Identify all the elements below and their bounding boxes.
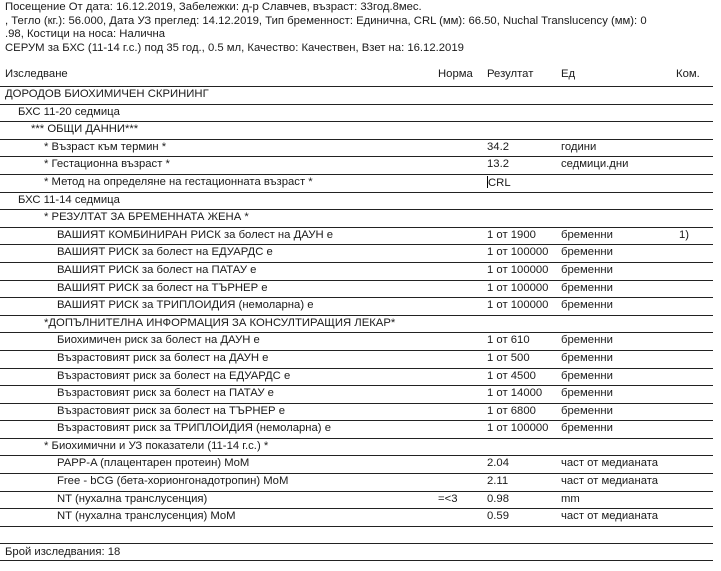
table-row[interactable] [0, 369, 713, 387]
row-unit: бременни [561, 387, 613, 400]
table-row[interactable] [0, 245, 713, 263]
row-test-name: Възрастовият риск за болест на ТЪРНЕР е [57, 404, 286, 417]
row-test-name: БХС 11-20 седмица [18, 105, 120, 118]
row-test-name: ВАШИЯТ РИСК за болест на ТЪРНЕР е [57, 281, 268, 294]
row-result: 2.04 [487, 457, 509, 470]
row-test-name: ВАШИЯТ РИСК за болест на ПАТАУ е [57, 263, 257, 276]
table-row[interactable] [0, 228, 713, 246]
header-line-visit: Посещение От дата: 16.12.2019, Забележки: д-р Славчев, възраст: 33год.8мес. [5, 1, 422, 13]
col-result: Резултат [487, 68, 534, 80]
results-table [0, 87, 713, 527]
table-row[interactable] [0, 386, 713, 404]
row-test-name: * РЕЗУЛТАТ ЗА БРЕМЕННАТА ЖЕНА * [44, 211, 249, 224]
table-row[interactable] [0, 157, 713, 175]
row-unit: част от медианата [561, 457, 659, 470]
row-test-name: Възрастовият риск за ТРИПЛОИДИЯ (немоларна) е [57, 422, 331, 435]
test-count: Брой изследвания: 18 [5, 546, 121, 558]
row-result: 34.2 [487, 140, 509, 153]
row-unit: седмици.дни [561, 158, 629, 171]
row-test-name: *ДОПЪЛНИТЕЛНА ИНФОРМАЦИЯ ЗА КОНСУЛТИРАЩИЯ ЛЕКАР* [44, 316, 396, 329]
row-unit: бременни [561, 228, 613, 241]
row-result: 1 от 1900 [487, 228, 536, 241]
row-result: 1 от 100000 [487, 422, 549, 435]
row-result: 0.59 [487, 510, 509, 523]
visit-header [5, 1, 647, 55]
row-test-name: ДОРОДОВ БИОХИМИЧЕН СКРИНИНГ [5, 88, 209, 100]
table-row[interactable] [0, 281, 713, 299]
table-row[interactable] [0, 175, 713, 193]
table-row[interactable] [0, 404, 713, 422]
row-result: 1 от 610 [487, 334, 530, 347]
table-row[interactable] [0, 351, 713, 369]
row-result: 0.98 [487, 492, 509, 505]
row-test-name: NT (нухална транслусенция) [57, 492, 208, 505]
row-unit: бременни [561, 334, 613, 347]
row-test-name: * Гестационна възраст * [44, 158, 170, 171]
row-result: 1 от 14000 [487, 387, 543, 400]
col-norm: Норма [438, 68, 473, 80]
row-unit: част от медианата [561, 475, 659, 488]
table-row[interactable] [0, 193, 713, 211]
row-test-name: PAPP-A (плацентарен протеин) MoM [57, 457, 250, 470]
table-row[interactable] [0, 122, 713, 140]
row-result-text[interactable]: CRL [488, 176, 511, 189]
row-result: 1 от 100000 [487, 246, 549, 259]
table-row[interactable] [0, 316, 713, 334]
row-unit: бременни [561, 299, 613, 312]
table-row[interactable] [0, 298, 713, 316]
table-row[interactable] [0, 492, 713, 510]
table-row[interactable] [0, 474, 713, 492]
row-unit: бременни [561, 369, 613, 382]
row-result: 1 от 100000 [487, 263, 549, 276]
row-norm: =<3 [438, 492, 458, 505]
footer [0, 543, 713, 561]
row-unit: част от медианата [561, 510, 659, 523]
header-line-serum: СЕРУМ за БХС (11-14 г.с.) под 35 год., 0.5 мл, Качество: Качествен, Взет на: 16.12.2019 [5, 41, 464, 54]
row-result: 2.11 [487, 475, 509, 488]
row-unit: години [561, 140, 597, 153]
table-header [0, 67, 713, 87]
row-result: 1 от 100000 [487, 299, 549, 312]
table-row[interactable] [0, 439, 713, 457]
table-row[interactable] [0, 140, 713, 158]
row-unit: бременни [561, 404, 613, 417]
row-test-name: Възрастовият риск за болест на ПАТАУ е [57, 387, 274, 400]
row-unit: бременни [561, 246, 613, 259]
row-test-name: Биохимичен риск за болест на ДАУН е [57, 334, 260, 347]
row-test-name: ВАШИЯТ КОМБИНИРАН РИСК за болест на ДАУН е [57, 228, 334, 241]
row-result: 13.2 [487, 158, 509, 171]
row-unit: бременни [561, 351, 613, 364]
row-test-name: Възрастовият риск за болест на ЕДУАРДС е [57, 369, 291, 382]
row-unit: бременни [561, 281, 613, 294]
col-comment: Ком. [676, 68, 700, 80]
header-line-nasal-bone: .98, Костици на носа: Налична [5, 28, 166, 41]
row-test-name: * Възраст към термин * [44, 140, 167, 153]
row-test-name: Free - bCG (бета-хорионгонадотропин) MoM [57, 475, 289, 488]
row-result: 1 от 4500 [487, 369, 536, 382]
table-row[interactable] [0, 333, 713, 351]
row-test-name: Възрастовият риск за болест на ДАУН е [57, 351, 269, 364]
table-row[interactable] [0, 87, 713, 105]
row-test-name: NT (нухална транслусенция) MoM [57, 510, 236, 523]
table-row[interactable] [0, 509, 713, 527]
row-test-name: БХС 11-14 седмица [18, 193, 120, 206]
table-row[interactable] [0, 421, 713, 439]
row-result: 1 от 6800 [487, 404, 536, 417]
row-test-name: * Метод на определяне на гестационната възраст * [44, 175, 313, 188]
row-comment: 1) [679, 228, 690, 241]
table-row[interactable] [0, 105, 713, 123]
table-row[interactable] [0, 210, 713, 228]
col-unit: Ед [561, 68, 576, 80]
row-test-name: ВАШИЯТ РИСК за болест на ЕДУАРДС е [57, 246, 273, 259]
header-line-weight: , Тегло (кг.): 56.000, Дата УЗ преглед: 14.12.2019, Тип бременност: Единична, CRL (мм): 66.50, Nuchal Translucency (мм): 0 [5, 14, 647, 27]
row-result: 1 от 500 [487, 351, 530, 364]
row-result: 1 от 100000 [487, 281, 549, 294]
row-unit: бременни [561, 263, 613, 276]
row-test-name: *** ОБЩИ ДАННИ*** [31, 123, 139, 136]
row-unit: бременни [561, 422, 613, 435]
table-row[interactable] [0, 456, 713, 474]
row-test-name: * Биохимични и УЗ показатели (11-14 г.с.) * [44, 439, 269, 452]
col-test: Изследване [5, 68, 68, 80]
row-test-name: ВАШИЯТ РИСК за ТРИПЛОИДИЯ (немоларна) е [57, 299, 314, 312]
row-unit: mm [561, 492, 580, 505]
table-row[interactable] [0, 263, 713, 281]
blank-spacer [0, 527, 713, 543]
row-result [487, 176, 511, 189]
